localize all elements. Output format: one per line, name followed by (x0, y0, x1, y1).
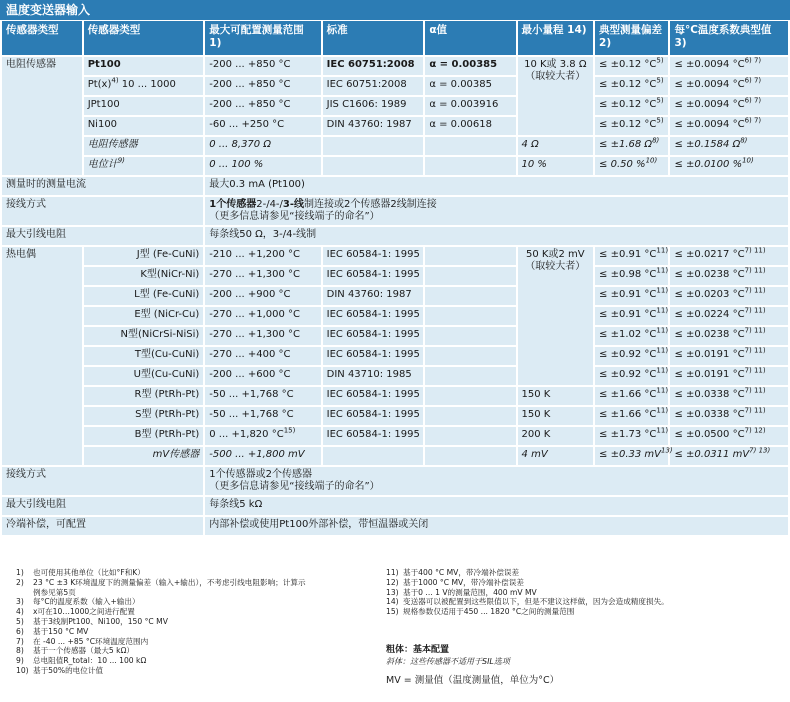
deviation: ≤ ±1.02 $^\circ C^{11)}$ (595, 327, 668, 345)
deviation: ≤ ±0.12 $^\circ C^{5)}$ (595, 117, 668, 135)
table-row (2, 467, 788, 495)
min-span: 10 K或 3.8 Ω （取较大者） (518, 57, 594, 135)
temp-coefficient: ≤ ±0.0224 $^\circ C^{7) 11)}$ (670, 307, 788, 325)
deviation: ≤ ±1.68 $\Omega^{8)}$ (595, 137, 668, 155)
range: -200 ... +600 °C (205, 367, 320, 385)
table-row (2, 427, 788, 445)
row-value: 1个传感器或2个传感器 （更多信息请参见“接线端子的命名”） (205, 467, 788, 495)
footnote: 5) 基于3线制Pt100、Ni100，150 °C MV (16, 616, 168, 626)
standard: IEC 60584-1: 1995 (323, 407, 424, 425)
footnote: 8) 基于一个传感器（最大5 kΩ） (16, 646, 134, 656)
header-cell: 传感器类型 (2, 21, 82, 55)
standard (323, 157, 424, 175)
footnote: 3) 每°C的温度系数（输入+输出） (16, 597, 140, 607)
range: -270 ... +1,300 °C (205, 267, 320, 285)
table-row (2, 347, 788, 365)
footnote: 4) x可在10…1000之间进行配置 (16, 607, 135, 617)
sensor-type: U型(Cu-CuNi) (84, 367, 204, 385)
alpha: α = 0.00618 (425, 117, 515, 135)
sensor-type: K型(NiCr-Ni) (84, 267, 204, 285)
alpha: α = 0.003916 (425, 97, 515, 115)
temp-coefficient: ≤ ±0.0100 %$^{10)}$ (670, 157, 788, 175)
alpha (425, 307, 515, 325)
table-row (2, 517, 788, 535)
table-row (2, 137, 788, 155)
deviation: ≤ ±0.12 $^\circ C^{5)}$ (595, 57, 668, 75)
range: -50 ... +1,768 °C (205, 387, 320, 405)
min-span: 50 K或2 mV （取较大者） (518, 247, 594, 385)
alpha: α = 0.00385 (425, 77, 515, 95)
standard: DIN 43760: 1987 (323, 287, 424, 305)
alpha (425, 267, 515, 285)
sensor-type: L型 (Fe-CuNi) (84, 287, 204, 305)
header-cell: 最大可配置测量范围 1) (205, 21, 320, 55)
temp-coefficient: ≤ ±0.0191 $^\circ C^{7) 11)}$ (670, 347, 788, 365)
footnote: 例参见第5页 (33, 587, 76, 597)
sensor-type: R型 (PtRh-Pt) (84, 387, 204, 405)
temp-coefficient: ≤ ±0.0500 $^\circ C^{7) 12)}$ (670, 427, 788, 445)
table-row (2, 197, 788, 225)
standard: IEC 60751:2008 (323, 57, 424, 75)
table-row (2, 387, 788, 405)
standard: IEC 60584-1: 1995 (323, 327, 424, 345)
standard: IEC 60584-1: 1995 (323, 427, 424, 445)
row-label: 测量时的测量电流 (2, 177, 203, 195)
deviation: ≤ ±0.98 $^\circ C^{11)}$ (595, 267, 668, 285)
standard: IEC 60584-1: 1995 (323, 307, 424, 325)
footnote: 12) 基于1000 °C MV，带冷端补偿误差 (386, 577, 524, 587)
temp-coefficient: ≤ ±0.0217 $^\circ C^{7) 11)}$ (670, 247, 788, 265)
footnote: 14) 变送器可以被配置到这些限值以下，但是不建议这样做，因为会造成精度损失。 (386, 597, 669, 607)
table-row (2, 267, 788, 285)
row-value: 最大0.3 mA (Pt100) (205, 177, 788, 195)
range: -200 ... +850 °C (205, 97, 320, 115)
temp-coefficient: ≤ ±0.0238 $^\circ C^{7) 11)}$ (670, 327, 788, 345)
range: -50 ... +1,768 °C (205, 407, 320, 425)
footnote: 9) 总电阻值R_total：10 ... 100 kΩ (16, 656, 147, 666)
min-span: 4 Ω (518, 137, 594, 155)
table-row (2, 327, 788, 345)
table-row (2, 307, 788, 325)
table-row (2, 287, 788, 305)
table-row (2, 117, 788, 135)
group-label: 热电偶 (2, 247, 82, 465)
row-label: 最大引线电阻 (2, 227, 203, 245)
range: 0 ... +1,820 $^\circ C^{15)}$ (205, 427, 320, 445)
deviation: ≤ ±0.33 $mV^{13)}$ (595, 447, 668, 465)
group-label: 电阻传感器 (2, 57, 82, 175)
deviation: ≤ ±0.12 $^\circ C^{5)}$ (595, 97, 668, 115)
min-span: 200 K (518, 427, 594, 445)
range: -210 ... +1,200 °C (205, 247, 320, 265)
standard: IEC 60584-1: 1995 (323, 267, 424, 285)
row-label: 冷端补偿，可配置 (2, 517, 203, 535)
temp-coefficient: ≤ ±0.0094 $^\circ C^{6) 7)}$ (670, 97, 788, 115)
sensor-type: N型(NiCrSi-NiSi) (84, 327, 204, 345)
alpha (425, 447, 515, 465)
sensor-type: Ni100 (84, 117, 204, 135)
alpha (425, 367, 515, 385)
standard (323, 447, 424, 465)
temp-coefficient: ≤ ±0.0203 $^\circ C^{7) 11)}$ (670, 287, 788, 305)
row-value: 每条线50 Ω，3-/4-线制 (205, 227, 788, 245)
min-span: 10 % (518, 157, 594, 175)
sensor-type: $Pt(x)^{4)}$ 10 ... 1000 (84, 77, 204, 95)
temp-coefficient: ≤ ±0.0191 $^\circ C^{7) 11)}$ (670, 367, 788, 385)
header-cell: 传感器类型 (84, 21, 204, 55)
alpha (425, 247, 515, 265)
footnote: 7) 在 -40 ... +85 °C环境温度范围内 (16, 636, 149, 646)
alpha (425, 347, 515, 365)
footnote: 10) 基于50%的电位计值 (16, 665, 104, 675)
header-cell: 标准 (323, 21, 424, 55)
standard: DIN 43760: 1987 (323, 117, 424, 135)
sensor-type: E型 (NiCr-Cu) (84, 307, 204, 325)
deviation: ≤ ±0.12 $^\circ C^{5)}$ (595, 77, 668, 95)
range: -270 ... +1,000 °C (205, 307, 320, 325)
sensor-type: T型(Cu-CuNi) (84, 347, 204, 365)
alpha (425, 157, 515, 175)
alpha (425, 327, 515, 345)
min-span: 4 mV (518, 447, 594, 465)
alpha (425, 427, 515, 445)
sensor-type: mV传感器 (84, 447, 204, 465)
alpha (425, 137, 515, 155)
temp-coefficient: ≤ ±0.0338 $^\circ C^{7) 11)}$ (670, 407, 788, 425)
temp-coefficient: ≤ ±0.0338 $^\circ C^{7) 11)}$ (670, 387, 788, 405)
min-span: 150 K (518, 387, 594, 405)
row-value: 1个传感器2-/4-/3-线制连接或2个传感器2线制连接 （更多信息请参见“接线端子的命名”） (205, 197, 788, 225)
alpha (425, 407, 515, 425)
sensor-type: 电位计$^{9)}$ (84, 157, 204, 175)
header-cell: α值 (425, 21, 515, 55)
footnote: 2) 23 °C ±3 K环境温度下的测量偏差（输入+输出），不考虑引线电阻影响；计算示 (16, 577, 306, 587)
spec-table (0, 19, 790, 537)
standard: IEC 60584-1: 1995 (323, 247, 424, 265)
deviation: ≤ ±0.91 $^\circ C^{11)}$ (595, 287, 668, 305)
temp-coefficient: ≤ ±0.0311 $mV^{7) 13)}$ (670, 447, 788, 465)
range: 0 ... 100 % (205, 157, 320, 175)
table-row (2, 367, 788, 385)
standard: IEC 60584-1: 1995 (323, 347, 424, 365)
deviation: ≤ ±0.91 $^\circ C^{11)}$ (595, 307, 668, 325)
sensor-type: S型 (PtRh-Pt) (84, 407, 204, 425)
standard: DIN 43710: 1985 (323, 367, 424, 385)
deviation: ≤ ±0.91 $^\circ C^{11)}$ (595, 247, 668, 265)
table-row (2, 177, 788, 195)
footnote: 1) 也可使用其他单位（比如°F和K） (16, 568, 145, 577)
row-label: 接线方式 (2, 467, 203, 495)
standard: JIS C1606: 1989 (323, 97, 424, 115)
footnotes-right (386, 568, 776, 617)
deviation: ≤ ±1.66 $^\circ C^{11)}$ (595, 387, 668, 405)
footnotes-left (16, 568, 356, 676)
footnote: 6) 基于150 °C MV (16, 626, 89, 636)
footnote: 13) 基于0 ... 1 V的测量范围，400 mV MV (386, 587, 537, 597)
table-row (2, 497, 788, 515)
alpha: α = 0.00385 (425, 57, 515, 75)
alpha (425, 387, 515, 405)
range: -270 ... +1,300 °C (205, 327, 320, 345)
legend-italic: 斜体：这些传感器不适用于SIL选项 (386, 657, 510, 666)
range: -270 ... +400 °C (205, 347, 320, 365)
sensor-type: Pt100 (84, 57, 204, 75)
alpha (425, 287, 515, 305)
deviation: ≤ ±1.66 $^\circ C^{11)}$ (595, 407, 668, 425)
temp-coefficient: ≤ ±0.1584 $\Omega^{8)}$ (670, 137, 788, 155)
row-value: 每条线5 kΩ (205, 497, 788, 515)
row-label: 接线方式 (2, 197, 203, 225)
deviation: ≤ ±0.92 $^\circ C^{11)}$ (595, 347, 668, 365)
temp-coefficient: ≤ ±0.0094 $^\circ C^{6) 7)}$ (670, 117, 788, 135)
table-row (2, 57, 788, 75)
range: 0 ... 8,370 Ω (205, 137, 320, 155)
header-cell: 典型测量偏差 2) (595, 21, 668, 55)
table-row (2, 227, 788, 245)
legend-mv: MV = 测量值（温度测量值，单位为°C） (386, 675, 560, 686)
section-title: 温度变送器输入 (0, 0, 790, 20)
legend-bold: 粗体：基本配置 (386, 645, 450, 655)
header-row (2, 21, 788, 55)
temp-coefficient: ≤ ±0.0238 $^\circ C^{7) 11)}$ (670, 267, 788, 285)
table-row (2, 247, 788, 265)
row-value: 内部补偿或使用Pt100外部补偿，带恒温器或关闭 (205, 517, 788, 535)
standard (323, 137, 424, 155)
table-row (2, 447, 788, 465)
sensor-type: B型 (PtRh-Pt) (84, 427, 204, 445)
range: -500 ... +1,800 mV (205, 447, 320, 465)
sensor-type: 电阻传感器 (84, 137, 204, 155)
temp-coefficient: ≤ ±0.0094 $^\circ C^{6) 7)}$ (670, 77, 788, 95)
min-span: 150 K (518, 407, 594, 425)
table-row (2, 157, 788, 175)
header-cell: 每°C温度系数典型值 3) (670, 21, 788, 55)
standard: IEC 60751:2008 (323, 77, 424, 95)
deviation: ≤ 0.50 %$^{10)}$ (595, 157, 668, 175)
sensor-type: JPt100 (84, 97, 204, 115)
header-cell: 最小量程 14) (518, 21, 594, 55)
table-row (2, 407, 788, 425)
footnote: 15) 规格参数仅适用于450 ... 1820 °C之间的测量范围 (386, 607, 575, 617)
standard: IEC 60584-1: 1995 (323, 387, 424, 405)
row-label: 最大引线电阻 (2, 497, 203, 515)
range: -200 ... +850 °C (205, 57, 320, 75)
range: -60 ... +250 °C (205, 117, 320, 135)
footnote: 11) 基于400 °C MV，带冷端补偿误差 (386, 568, 520, 577)
table-row (2, 97, 788, 115)
deviation: ≤ ±0.92 $^\circ C^{11)}$ (595, 367, 668, 385)
range: -200 ... +850 °C (205, 77, 320, 95)
legend (386, 644, 766, 687)
sensor-type: J型 (Fe-CuNi) (84, 247, 204, 265)
table-row (2, 77, 788, 95)
range: -200 ... +900 °C (205, 287, 320, 305)
temp-coefficient: ≤ ±0.0094 $^\circ C^{6) 7)}$ (670, 57, 788, 75)
deviation: ≤ ±1.73 $^\circ C^{11)}$ (595, 427, 668, 445)
